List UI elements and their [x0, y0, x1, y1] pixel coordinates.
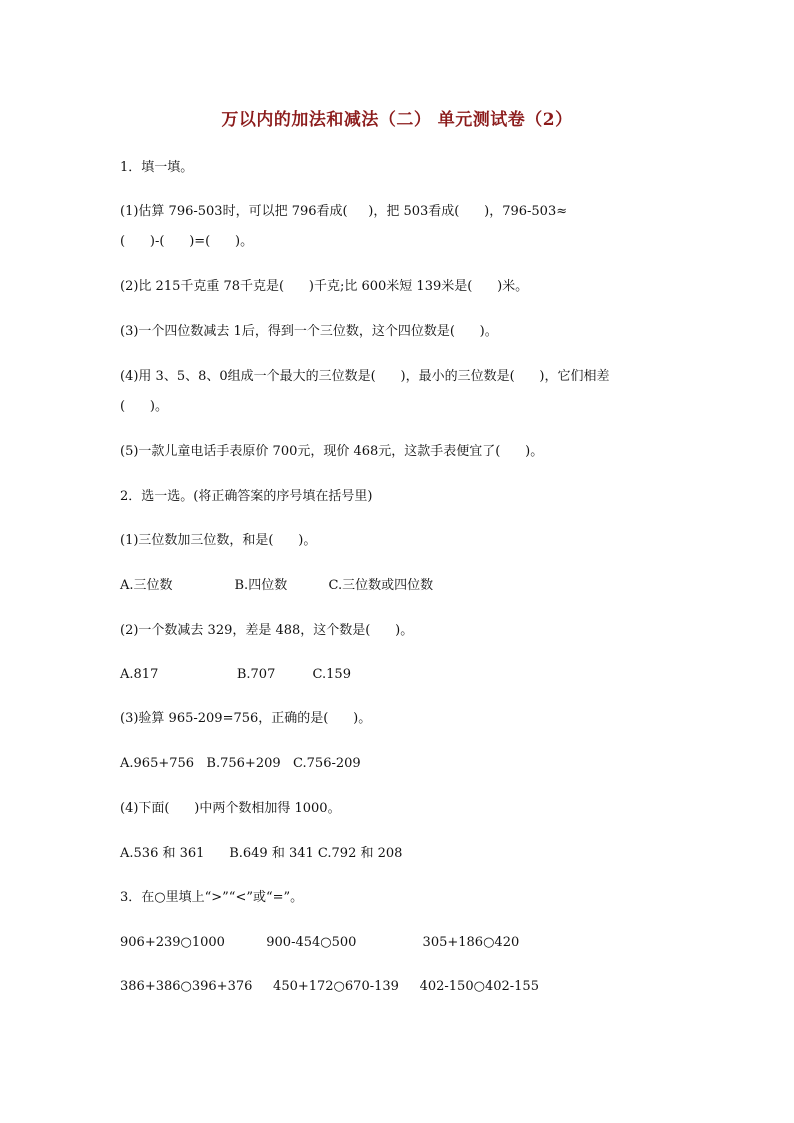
page-title: 万以内的加法和减法（二） 单元测试卷（2） — [221, 110, 573, 130]
question-1-1: (1)估算 796-503时，可以把 796看成( )，把 503看成( )，796-503≈ — [120, 204, 568, 219]
question-1-4: (4)用 3、5、8、0组成一个最大的三位数是( )，最小的三位数是( )，它们相差 — [120, 369, 610, 384]
question-2-2: (2)一个数减去 329，差是 488，这个数是( )。 — [120, 623, 414, 638]
question-2-3: (3)验算 965-209=756，正确的是( )。 — [120, 711, 372, 726]
section-1-heading: 1．填一填。 — [120, 160, 194, 175]
question-1-1-continued: ( )-( )=( )。 — [120, 234, 254, 249]
question-2-4-options: A.536 和 361 B.649 和 341 C.792 和 208 — [120, 846, 403, 861]
question-2-1: (1)三位数加三位数，和是( )。 — [120, 533, 317, 548]
question-1-4-continued: ( )。 — [120, 399, 168, 414]
question-1-5: (5)一款儿童电话手表原价 700元，现价 468元，这款手表便宜了( )。 — [120, 444, 544, 459]
question-1-2: (2)比 215千克重 78千克是( )千克;比 600米短 139米是( )米。 — [120, 279, 529, 294]
question-2-4: (4)下面( )中两个数相加得 1000。 — [120, 801, 341, 816]
section-2-heading: 2．选一选。(将正确答案的序号填在括号里) — [120, 489, 373, 504]
section-3-heading: 3．在○里填上“>”“<”或“=”。 — [120, 890, 304, 905]
compare-row-1: 906+239○1000 900-454○500 305+186○420 — [120, 935, 520, 950]
question-2-1-options: A.三位数 B.四位数 C.三位数或四位数 — [120, 578, 434, 593]
question-2-2-options: A.817 B.707 C.159 — [120, 667, 351, 682]
question-2-3-options: A.965+756 B.756+209 C.756-209 — [120, 756, 361, 771]
compare-row-2: 386+386○396+376 450+172○670-139 402-150○402-155 — [120, 979, 539, 994]
question-1-3: (3)一个四位数减去 1后，得到一个三位数，这个四位数是( )。 — [120, 324, 498, 339]
